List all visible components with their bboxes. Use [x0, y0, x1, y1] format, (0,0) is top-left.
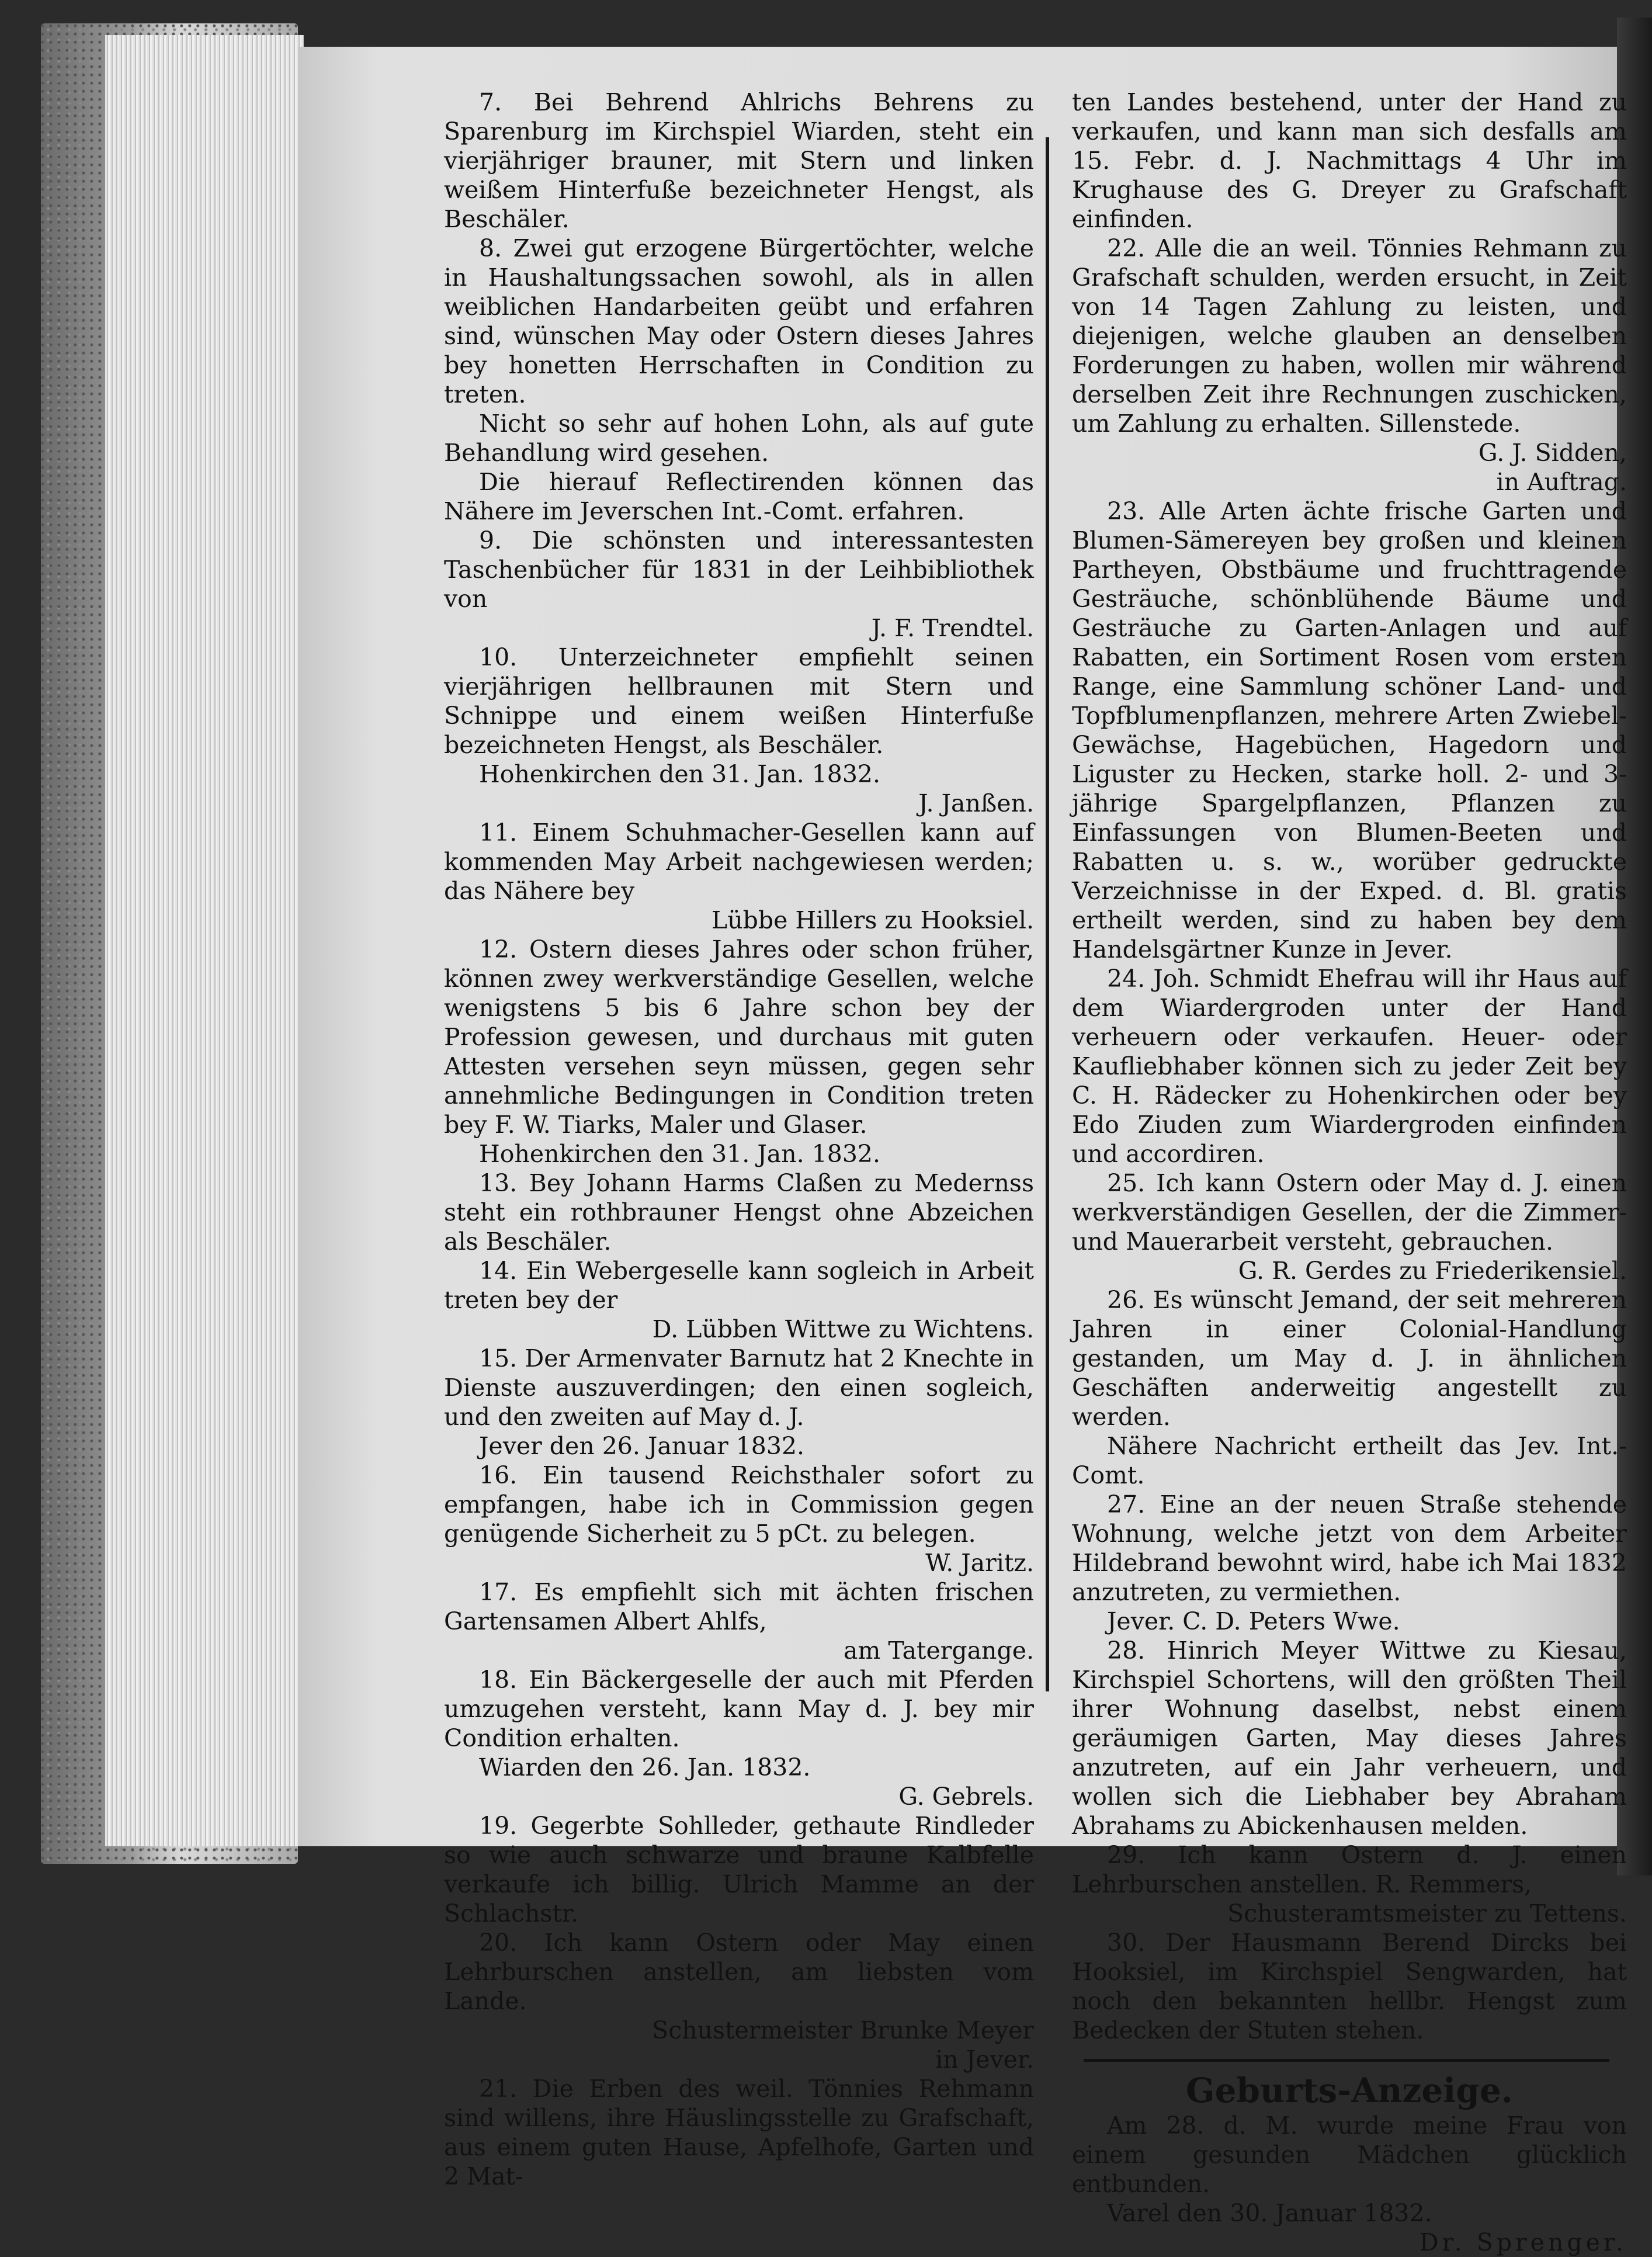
- notice-paragraph: 22. Alle die an weil. Tönnies Rehmann zu Grafschaft schulden, werden ersucht, in Zeit von 14 Tagen Zahlung zu leisten, und diejenigen, welche glauben an denselben Forderungen zu haben, wollen mir während derselben Zeit ihre Rechnungen zuschicken, um Zahlung zu erhalten. Sillenstede.: [1072, 234, 1627, 438]
- notice-paragraph: 13. Bey Johann Harms Claßen zu Medernss steht ein rothbrauner Hengst ohne Abzeichen als Beschäler.: [444, 1169, 1034, 1256]
- notice-paragraph: Nicht so sehr auf hohen Lohn, als auf gute Behandlung wird gesehen.: [444, 410, 1034, 467]
- notice-paragraph: 16. Ein tausend Reichsthaler sofort zu empfangen, habe ich in Commission gegen genügende Sicherheit zu 5 pCt. zu belegen.: [444, 1461, 1034, 1548]
- notice-paragraph: G. J. Sidden,: [1478, 439, 1627, 467]
- notice-paragraph: 15. Der Armenvater Barnutz hat 2 Knechte in Dienste auszuverdingen; den einen sogleich, und den zweiten auf May d. J.: [444, 1344, 1034, 1431]
- birth-notice-heading: Geburts-Anzeige.: [1186, 2071, 1513, 2110]
- right-column-ads: [1072, 88, 1627, 2045]
- left-column: [444, 88, 1034, 2191]
- notice-paragraph: 10. Unterzeichneter empfiehlt seinen vierjährigen hellbraunen mit Stern und Schnippe und einem weißen Hinterfuße bezeichneten Hengst, als Beschäler.: [444, 643, 1034, 759]
- notice-paragraph: 7. Bei Behrend Ahlrichs Behrens zu Sparenburg im Kirchspiel Wiarden, steht ein vierjähriger brauner, mit Stern und linken weißem Hinterfuße bezeichneter Hengst, als Beschäler.: [444, 88, 1034, 233]
- notice-paragraph: am Tatergange.: [844, 1637, 1034, 1665]
- notice-paragraph: J. Janßen.: [918, 789, 1034, 817]
- notice-paragraph: Hohenkirchen den 31. Jan. 1832.: [479, 1140, 881, 1168]
- notice-paragraph: Die hierauf Reflectirenden können das Nähere im Jeverschen Int.-Comt. erfahren.: [444, 468, 1034, 525]
- notice-paragraph: Lübbe Hillers zu Hooksiel.: [711, 906, 1034, 934]
- right-column: [1072, 88, 1627, 2257]
- birth-notice-body: Am 28. d. M. wurde meine Frau von einem gesunden Mädchen glücklich entbunden.: [1072, 2112, 1627, 2198]
- notice-paragraph: 30. Der Hausmann Berend Dircks bei Hooksiel, im Kirchspiel Sengwarden, hat noch den bekannten hellbr. Hengst zum Bedecken der Stuten stehen.: [1072, 1929, 1627, 2044]
- notice-paragraph: Schustermeister Brunke Meyer: [652, 2016, 1034, 2044]
- notice-paragraph: 25. Ich kann Ostern oder May d. J. einen werkverständigen Gesellen, der die Zimmer- und Mauerarbeit versteht, gebrauchen.: [1072, 1169, 1627, 1256]
- notice-paragraph: ten Landes bestehend, unter der Hand zu verkaufen, und kann man sich desfalls am 15. Febr. d. J. Nachmittags 4 Uhr im Krughause des G. Dreyer zu Grafschaft einfinden.: [1072, 88, 1627, 233]
- notice-paragraph: 8. Zwei gut erzogene Bürgertöchter, welche in Haushaltungssachen sowohl, als in allen weiblichen Handarbeiten geübt und erfahren sind, wünschen May oder Ostern dieses Jahres bey honetten Herrschaften in Condition zu treten.: [444, 234, 1034, 408]
- notice-paragraph: 28. Hinrich Meyer Wittwe zu Kiesau, Kirchspiel Schortens, will den größten Theil ihrer Wohnung daselbst, nebst einem geräumigen Garten, May dieses Jahres anzutreten, auf ein Jahr verheuern, und wollen sich die Liebhaber bey Abraham Abrahams zu Abickenhausen melden.: [1072, 1637, 1627, 1840]
- notice-paragraph: 14. Ein Webergeselle kann sogleich in Arbeit treten bey der: [444, 1257, 1034, 1314]
- page-stack: [105, 35, 304, 1846]
- notice-paragraph: 11. Einem Schuhmacher-Gesellen kann auf kommenden May Arbeit nachgewiesen werden; das Nähere bey: [444, 819, 1034, 905]
- notice-paragraph: D. Lübben Wittwe zu Wichtens.: [652, 1315, 1034, 1343]
- notice-paragraph: Wiarden den 26. Jan. 1832.: [479, 1753, 811, 1781]
- column-rule: [1046, 137, 1049, 1691]
- notice-paragraph: 27. Eine an der neuen Straße stehende Wohnung, welche jetzt von dem Arbeiter Hildebrand bewohnt wird, habe ich Mai 1832 anzutreten, zu vermiethen.: [1072, 1490, 1627, 1606]
- notice-paragraph: 19. Gegerbte Sohlleder, gethaute Rindleder so wie auch schwarze und braune Kalbfelle verkaufe ich billig. Ulrich Mamme an der Schlachstr.: [444, 1812, 1034, 1927]
- notice-paragraph: Hohenkirchen den 31. Jan. 1832.: [479, 760, 881, 788]
- notice-paragraph: 9. Die schönsten und interessantesten Taschenbücher für 1831 in der Leihbibliothek von: [444, 526, 1034, 613]
- notice-paragraph: Jever. C. D. Peters Wwe.: [1107, 1607, 1400, 1635]
- notice-paragraph: Nähere Nachricht ertheilt das Jev. Int.-Comt.: [1072, 1432, 1627, 1489]
- notice-paragraph: 12. Ostern dieses Jahres oder schon früher, können zwey werkverständige Gesellen, welche wenigstens 5 bis 6 Jahre schon bey der Profession gewesen, und durchaus mit guten Attesten versehen seyn müssen, gegen sehr annehmliche Bedingungen in Condition treten bey F. W. Tiarks, Maler und Glaser.: [444, 935, 1034, 1139]
- notice-paragraph: J. F. Trendtel.: [871, 614, 1034, 642]
- notice-paragraph: 26. Es wünscht Jemand, der seit mehreren Jahren in einer Colonial-Handlung gestanden, um May d. J. in ähnlichen Geschäften anderweitig angestellt zu werden.: [1072, 1286, 1627, 1431]
- notice-paragraph: Jever den 26. Januar 1832.: [479, 1432, 805, 1460]
- notice-paragraph: G. Gebrels.: [898, 1783, 1034, 1811]
- notice-paragraph: 17. Es empfiehlt sich mit ächten frischen Gartensamen Albert Ahlfs,: [444, 1578, 1034, 1635]
- notice-paragraph: 29. Ich kann Ostern d. J. einen Lehrburschen anstellen. R. Remmers,: [1072, 1841, 1627, 1898]
- notice-paragraph: 24. Joh. Schmidt Ehefrau will ihr Haus auf dem Wiardergroden unter der Hand verheuern oder verkaufen. Heuer- oder Kaufliebhaber können sich zu jeder Zeit bey C. H. Rädecker zu Hohenkirchen oder bey Edo Ziuden zum Wiardergroden einfinden und accordiren.: [1072, 965, 1627, 1168]
- birth-notice-signature: Dr. Sprenger.: [1419, 2228, 1627, 2256]
- notice-paragraph: 20. Ich kann Ostern oder May einen Lehrburschen anstellen, am liebsten vom Lande.: [444, 1929, 1034, 2015]
- notice-paragraph: in Auftrag.: [1496, 468, 1627, 496]
- notice-paragraph: 21. Die Erben des weil. Tönnies Rehmann sind willens, ihre Häuslingsstelle zu Grafschaft, aus einem guten Hause, Apfelhofe, Garten und 2 Mat-: [444, 2075, 1034, 2190]
- notice-paragraph: Schusteramtsmeister zu Tettens.: [1227, 1899, 1627, 1927]
- notice-paragraph: W. Jaritz.: [925, 1549, 1034, 1577]
- notice-paragraph: in Jever.: [935, 2045, 1034, 2074]
- section-separator: [1084, 2059, 1609, 2062]
- notice-paragraph: G. R. Gerdes zu Friederikensiel.: [1238, 1257, 1627, 1285]
- notice-paragraph: 23. Alle Arten ächte frische Garten und Blumen-Sämereyen bey großen und kleinen Partheyen, Obstbäume und fruchttragende Gesträuche, schönblühende Bäume und Gesträuche zu Garten-Anlagen und auf Rabatten, ein Sortiment Rosen vom ersten Range, eine Sammlung schöner Land- und Topfblumenpflanzen, mehrere Arten Zwiebel-Gewächse, Hagebüchen, Hagedorn und Liguster zu Hecken, starke holl. 2- und 3-jährige Spargelpflanzen, Pflanzen zu Einfassungen von Blumen-Beeten und Rabatten u. s. w., worüber gedruckte Verzeichnisse in der Exped. d. Bl. gratis ertheilt werden, sind zu haben bey dem Handelsgärtner Kunze in Jever.: [1072, 497, 1627, 963]
- notice-paragraph: 18. Ein Bäckergeselle der auch mit Pferden umzugehen versteht, kann May d. J. bey mir Condition erhalten.: [444, 1666, 1034, 1752]
- birth-notice-place-date: Varel den 30. Januar 1832.: [1107, 2199, 1432, 2227]
